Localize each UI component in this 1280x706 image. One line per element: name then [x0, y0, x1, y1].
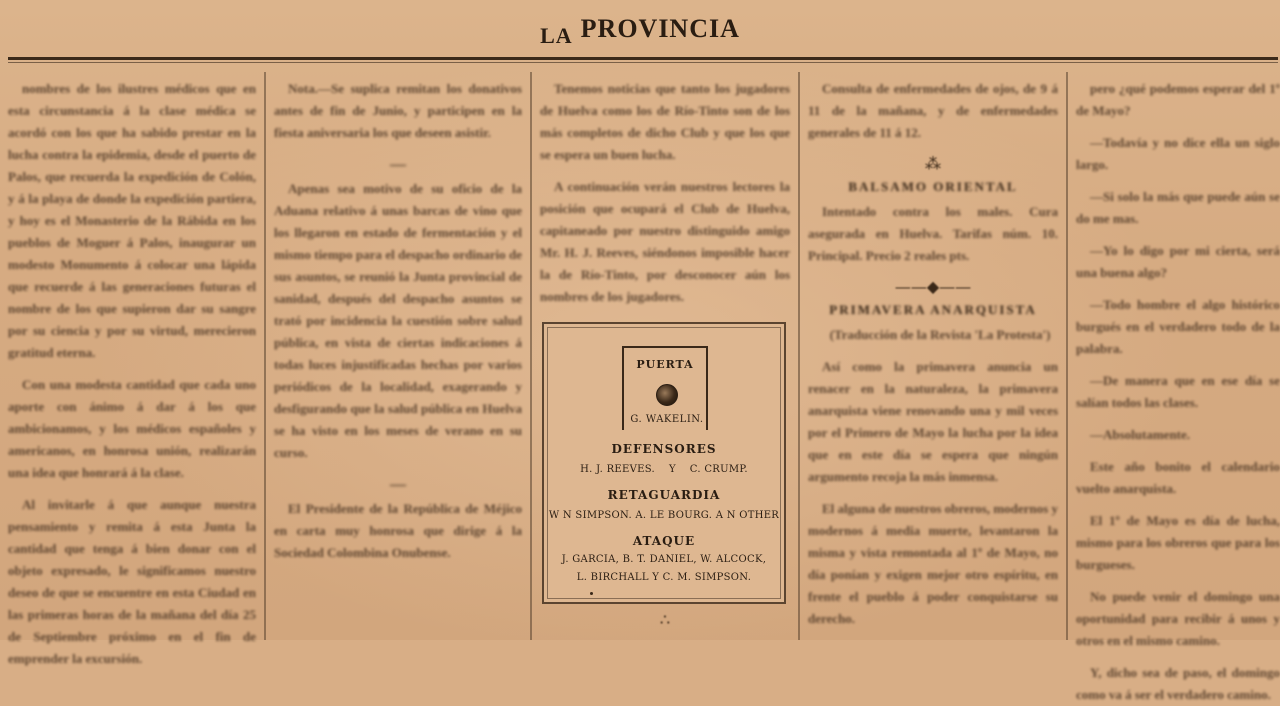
paragraph: —De manera que en ese día se salían todos las clases. — [1076, 373, 1280, 410]
paragraph: Así como la primavera anuncia un renacer en la naturaleza, la primavera anarquista viene renovando una y mil veces por el Primero de Mayo la lucha por la idea que en este día se espera que ningún argumento recoja la más inmensa. — [808, 359, 1058, 484]
paragraph: nombres de los ilustres médicos que en esta circunstancia á la clase médica se acordó con los que ha sabido prestar en la lucha contra la epidemia, desde el puerto de Palos, que recuerda la expedición de Colón, y á la playa de donde la expedición partiera, y hoy es el Monasterio de la Rábida en los pueblos de Moguer á Palos, inaugurar un modesto Monumento á colocar una lápida que recuerde á las generaciones futuras el nombre de los que supieron dar su sangre por su ciencia y por su virtud, merecieron gratitud eterna. — [8, 81, 256, 360]
paragraph: Intentado contra los males. Cura asegurada en Huelva. Tarifas núm. 10. Principal. Precio 2 reales pts. — [808, 204, 1058, 263]
separator-ornament: — — [390, 476, 406, 493]
print-speck — [590, 592, 593, 595]
column-5 — [1076, 78, 1280, 702]
column-1 — [8, 78, 256, 666]
article-subheading: (Traducción de la Revista 'La Protesta') — [829, 327, 1051, 342]
paragraph: —Yo lo digo por mi cierta, será una buena algo? — [1076, 243, 1280, 280]
goal-label: PUERTA — [636, 358, 694, 371]
paragraph: El Presidente de la República de Méjico en carta muy honrosa que dirige á la Sociedad Colombina Onubense. — [274, 501, 522, 560]
header-rule-thin — [8, 62, 1278, 63]
header-rule — [8, 57, 1278, 60]
paragraph: Tenemos noticias que tanto los jugadores de Huelva como los de Río-Tinto son de los más completos de dicho Club y que los que se espera un buen lucha. — [540, 81, 790, 162]
separator-ornament: ——◆—— — [894, 277, 972, 296]
goalkeeper-name: G. WAKELIN. — [630, 414, 704, 425]
attack-names-2: L. BIRCHALL Y C. M. SIMPSON. — [576, 572, 752, 583]
paragraph: El 1º de Mayo es día de lucha, mismo para los obreros que para los burgueses. — [1076, 513, 1280, 572]
midfield-label: RETAGUARDIA — [607, 488, 721, 502]
attack-names-1: J. GARCIA, B. T. DANIEL, W. ALCOCK, — [561, 554, 767, 565]
masthead-la: LA — [540, 23, 573, 48]
paragraph: No puede venir el domingo una oportunidad para recibir á unos y otros en el mismo camino. — [1076, 589, 1280, 648]
column-divider — [264, 72, 266, 640]
midfield-names: W N SIMPSON. A. LE BOURG. A N OTHER — [548, 510, 780, 521]
paragraph: Y, dicho sea de paso, el domingo como va á ser el verdadero camino. — [1076, 665, 1280, 702]
paragraph: A continuación verán nuestros lectores la posición que ocupará el Club de Huelva, capitaneado por nuestro distinguido amigo Mr. H. J. Reeves, siéndonos imposible hacer la de Río-Tinto, por desconocer aún los nombres de los jugadores. — [540, 179, 790, 304]
article-heading: BALSAMO ORIENTAL — [848, 179, 1018, 194]
article-heading: PRIMAVERA ANARQUISTA — [829, 302, 1037, 317]
separator-ornament: — — [390, 156, 406, 173]
masthead-title: PROVINCIA — [580, 14, 740, 43]
paragraph: Al invitarle á que aunque nuestra pensamiento y remita á esta Junta la cantidad que tenga á bien donar con el objeto expresado, le significamos nuestro deseo de que se encuentre en esta Ciudad en las primeras horas de la mañana del día 25 de Septiembre próximo en el fin de emprender la excursión. — [8, 497, 256, 666]
paragraph: —Todo hombre el algo histórico burgués en el verdadero todo de la palabra. — [1076, 297, 1280, 356]
defenders-conjunction: Y — [668, 464, 676, 475]
paragraph: —Absolutamente. — [1090, 427, 1191, 442]
defender-1: H. J. REEVES. — [580, 464, 656, 475]
paragraph: —Si solo la más que puede aún se do me mas. — [1076, 189, 1280, 226]
paragraph: pero ¿qué podemos esperar del 1º de Mayo? — [1076, 81, 1280, 118]
masthead — [0, 14, 1280, 48]
column-divider — [530, 72, 532, 640]
paragraph: Apenas sea motivo de su oficio de la Aduana relativo á unas barcas de vino que los llegaron en estado de fermentación y el mismo tiempo para el despacho ordinario de sus asuntos, se reunió la Junta provincial de sanidad, después del despacho asuntos se trató por incidencia la cuestión sobre salud pública, en vista de ciertas indicaciones á todas luces injustificadas hechas por varios periódicos de la localidad, exagerando y desfigurando que la salud pública en Huelva se ha visto en los meses de verano en su curso. — [274, 181, 522, 460]
paragraph: —Todavía y no dice ella un siglo largo. — [1076, 135, 1280, 172]
column-divider — [798, 72, 800, 640]
attack-label: ATAQUE — [632, 534, 696, 548]
defender-2: C. CRUMP. — [689, 464, 748, 475]
separator-ornament: ⁂ — [925, 154, 941, 173]
column-4 — [808, 78, 1058, 640]
football-lineup-box — [542, 322, 786, 604]
goal-diagram — [622, 346, 708, 430]
football-icon — [656, 384, 678, 406]
paragraph: El alguna de nuestros obreros, modernos y modernos á media muerte, levantaron la misma y vista remontada al 1º de Mayo, no día ponían y exigen mejor otro espíritu, en frente el pueblo á poder conquistarse su derecho. — [808, 501, 1058, 626]
column-3 — [540, 78, 790, 310]
section-ornament: ∴ — [659, 610, 671, 629]
column-2 — [274, 78, 522, 640]
column-divider — [1066, 72, 1068, 640]
defenders-names — [544, 464, 784, 475]
defenders-label: DEFENSORES — [611, 442, 717, 456]
paragraph: Consulta de enfermedades de ojos, de 9 á 11 de la mañana, y de enfermedades generales de 11 á 12. — [808, 81, 1058, 140]
paragraph: Con una modesta cantidad que cada uno aporte con ánimo á dar á los que ambicionamos, y los médicos españoles y americanos, en honrosa unión, realizarán una idea que honrará á la clase. — [8, 377, 256, 480]
paragraph: Nota.—Se suplica remitan los donativos antes de fin de Junio, y participen en la fiesta aniversaria los que deseen asistir. — [274, 81, 522, 140]
paragraph: Este año bonito el calendario vuelto anarquista. — [1076, 459, 1280, 496]
